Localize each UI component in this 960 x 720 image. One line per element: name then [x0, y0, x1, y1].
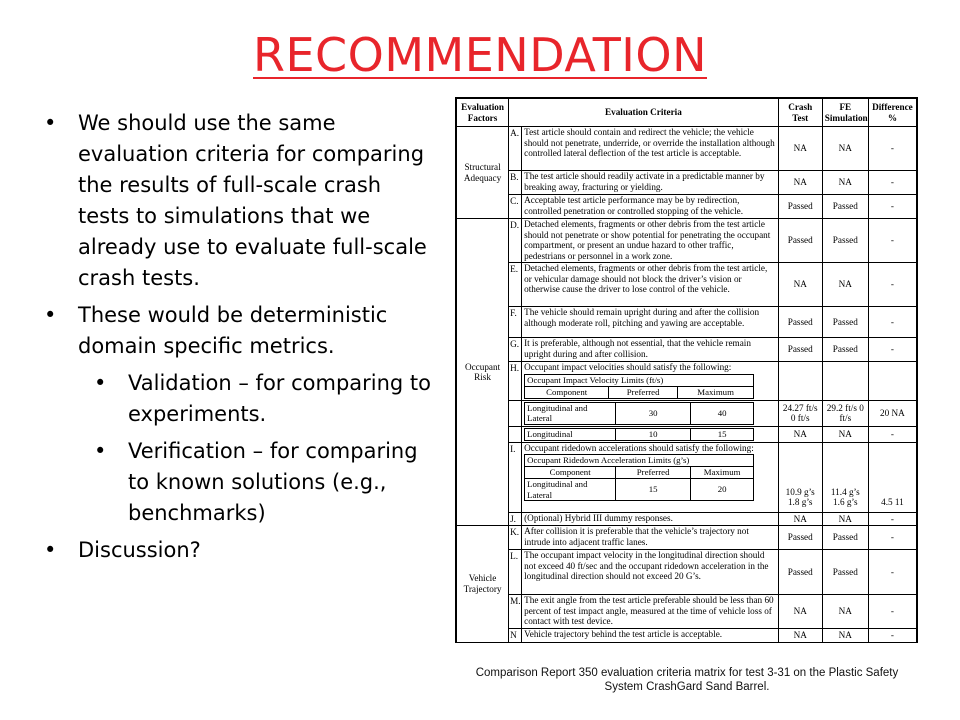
crash-result: NA: [778, 512, 822, 526]
sub-header-maximum: Maximum: [678, 386, 754, 398]
table-row: [457, 263, 917, 307]
crash-result: Passed: [778, 338, 822, 362]
fe-result: 29.2 ft/s 0 ft/s: [822, 400, 868, 426]
difference-value: -: [868, 629, 916, 643]
difference-value: 20 NA: [868, 400, 916, 426]
fe-result: NA: [822, 595, 868, 629]
crash-result: NA: [778, 127, 822, 171]
fe-result: Passed: [822, 307, 868, 338]
criterion-text: (Optional) Hybrid III dummy responses.: [522, 512, 779, 526]
criterion-text: [522, 442, 779, 512]
header-difference: Difference %: [868, 99, 916, 127]
crash-result: NA: [778, 263, 822, 307]
criterion-text: The vehicle should remain upright during and after the collision although moderate roll, pitching and yawing are acceptable.: [522, 307, 779, 338]
difference-value: -: [868, 219, 916, 263]
criterion-text: The test article should readily activate in a predictable manner by breaking away, fracturing or yielding.: [522, 171, 779, 195]
crash-result: 10.9 g’s 1.8 g’s: [778, 442, 822, 512]
crash-result: NA: [778, 595, 822, 629]
criterion-letter: C.: [509, 195, 522, 219]
table-row: [457, 362, 917, 401]
fe-result: NA: [822, 127, 868, 171]
fe-result: NA: [822, 263, 868, 307]
criterion-text: Detached elements, fragments or other debris from the test article should not penetrate or show potential for penetrating the occupant compartment, or present an undue hazard to other traffic, pedestrians or personnel in a work zone.: [522, 219, 779, 263]
criterion-letter: E.: [509, 263, 522, 307]
bullet-item: • We should use the same evaluation criteria for comparing the results of full-scale crash tests to simulations that we already use to evaluate full-scale crash tests.: [44, 108, 439, 294]
crash-result: NA: [778, 426, 822, 442]
crash-result: Passed: [778, 526, 822, 550]
sub-header-maximum: Maximum: [691, 467, 754, 479]
criterion-letter: G.: [509, 338, 522, 362]
difference-value: -: [868, 595, 916, 629]
criterion-letter: L.: [509, 550, 522, 595]
criterion-text: The occupant impact velocity in the longitudinal direction should not exceed 40 ft/sec and the occupant ridedown acceleration in the longitudinal direction should not exceed 20 G’s.: [522, 550, 779, 595]
difference-value: -: [868, 550, 916, 595]
difference-value: 4.5 11: [868, 442, 916, 512]
criterion-i-text: Occupant ridedown accelerations should satisfy the following:: [524, 442, 754, 453]
fe-result: NA: [822, 629, 868, 643]
difference-value: -: [868, 338, 916, 362]
fe-result: Passed: [822, 219, 868, 263]
criterion-letter: H.: [509, 362, 522, 401]
table-row: [457, 512, 917, 526]
criterion-text: It is preferable, although not essential, that the vehicle remain upright during and after collision.: [522, 338, 779, 362]
difference-value: -: [868, 307, 916, 338]
ridedown-limits-caption: Occupant Ridedown Acceleration Limits (g’s): [525, 455, 754, 467]
criterion-letter: M.: [509, 595, 522, 629]
crash-result: Passed: [778, 307, 822, 338]
criterion-text: [522, 362, 779, 401]
table-row: [457, 550, 917, 595]
fe-result: 11.4 g’s 1.6 g’s: [822, 442, 868, 512]
velocity-limits-table: [524, 402, 754, 425]
difference-value: -: [868, 171, 916, 195]
sub-header-preferred: Preferred: [609, 386, 678, 398]
header-factors: Evaluation Factors: [457, 99, 509, 127]
crash-result: Passed: [778, 219, 822, 263]
sub-header-preferred: Preferred: [616, 467, 691, 479]
sub-component: Longitudinal and Lateral: [525, 402, 616, 424]
criterion-text: Detached elements, fragments or other debris from the test article, or vehicular damage should not block the driver’s vision or otherwise cause the driver to lose control of the vehicle.: [522, 263, 779, 307]
header-criteria: Evaluation Criteria: [509, 99, 779, 127]
difference-value: -: [868, 195, 916, 219]
difference-value: -: [868, 426, 916, 442]
sub-component: Longitudinal: [525, 428, 616, 440]
crash-result: Passed: [778, 195, 822, 219]
table-row: [457, 526, 917, 550]
fe-result: Passed: [822, 195, 868, 219]
criterion-letter: J.: [509, 512, 522, 526]
criterion-letter: N: [509, 629, 522, 643]
table-row: [457, 171, 917, 195]
sub-component: Longitudinal and Lateral: [525, 479, 616, 501]
table-row: [457, 307, 917, 338]
slide-title: RECOMMENDATION: [253, 28, 707, 82]
sub-header-component: Component: [525, 467, 616, 479]
header-crash-test: Crash Test: [778, 99, 822, 127]
factor-occupant-risk: Occupant Risk: [457, 219, 509, 526]
criterion-text: After collision it is preferable that the vehicle’s trajectory not intrude into adjacent traffic lanes.: [522, 526, 779, 550]
sub-bullet-item: • Verification – for comparing to known solutions (e.g., benchmarks): [44, 436, 439, 529]
crash-result: NA: [778, 171, 822, 195]
crash-result: NA: [778, 629, 822, 643]
bullet-item: • These would be deterministic domain specific metrics.: [44, 300, 439, 362]
difference-value: -: [868, 512, 916, 526]
evaluation-criteria-table: [455, 97, 918, 643]
velocity-limits-caption: Occupant Impact Velocity Limits (ft/s): [525, 374, 754, 386]
table-row: [457, 426, 917, 442]
ridedown-limits-table: [524, 454, 754, 501]
factor-structural-adequacy: Structural Adequacy: [457, 127, 509, 219]
fe-result: NA: [822, 171, 868, 195]
table-row: [457, 442, 917, 512]
fe-result: Passed: [822, 338, 868, 362]
criterion-letter: K.: [509, 526, 522, 550]
difference-value: -: [868, 526, 916, 550]
criterion-letter: I.: [509, 442, 522, 512]
bullet-item: • Discussion?: [44, 535, 439, 566]
criterion-text: Vehicle trajectory behind the test article is acceptable.: [522, 629, 779, 643]
sub-bullet-item: • Validation – for comparing to experiments.: [44, 368, 439, 430]
difference-value: -: [868, 263, 916, 307]
table-row: [457, 127, 917, 171]
sub-maximum: 40: [691, 402, 754, 424]
factor-vehicle-trajectory: Vehicle Trajectory: [457, 526, 509, 643]
sub-preferred: 15: [616, 479, 691, 501]
criterion-text: Acceptable test article performance may be by redirection, controlled penetration or controlled stopping of the vehicle.: [522, 195, 779, 219]
crash-result: Passed: [778, 550, 822, 595]
sub-maximum: 20: [691, 479, 754, 501]
criterion-letter: D.: [509, 219, 522, 263]
table-caption: Comparison Report 350 evaluation criteria matrix for test 3-31 on the Plastic Safety System CrashGard Sand Barrel.: [475, 667, 899, 693]
criterion-text: The exit angle from the test article preferable should be less than 60 percent of test impact angle, measured at the time of vehicle loss of contact with test device.: [522, 595, 779, 629]
table-row: [457, 629, 917, 643]
sub-maximum: 15: [691, 428, 754, 440]
velocity-limits-table: [524, 374, 754, 399]
criterion-text: Test article should contain and redirect the vehicle; the vehicle should not penetrate, underride, or override the installation although controlled lateral deflection of the test article is acceptable.: [522, 127, 779, 171]
difference-value: -: [868, 127, 916, 171]
table-row: [457, 195, 917, 219]
criterion-letter: F.: [509, 307, 522, 338]
table-row: [457, 400, 917, 426]
fe-result: Passed: [822, 526, 868, 550]
table-row: [457, 338, 917, 362]
header-fe-simulation: FE Simulation: [822, 99, 868, 127]
fe-result: Passed: [822, 550, 868, 595]
fe-result: NA: [822, 426, 868, 442]
table-row: [457, 219, 917, 263]
criterion-letter: A.: [509, 127, 522, 171]
sub-preferred: 10: [616, 428, 691, 440]
bullet-list: [44, 108, 439, 572]
sub-preferred: 30: [616, 402, 691, 424]
criterion-letter: B.: [509, 171, 522, 195]
velocity-limits-table: [524, 428, 754, 441]
fe-result: NA: [822, 512, 868, 526]
table-row: [457, 595, 917, 629]
criterion-h-text: Occupant impact velocities should satisfy the following:: [524, 362, 732, 372]
sub-header-component: Component: [525, 386, 609, 398]
crash-result: 24.27 ft/s 0 ft/s: [778, 400, 822, 426]
